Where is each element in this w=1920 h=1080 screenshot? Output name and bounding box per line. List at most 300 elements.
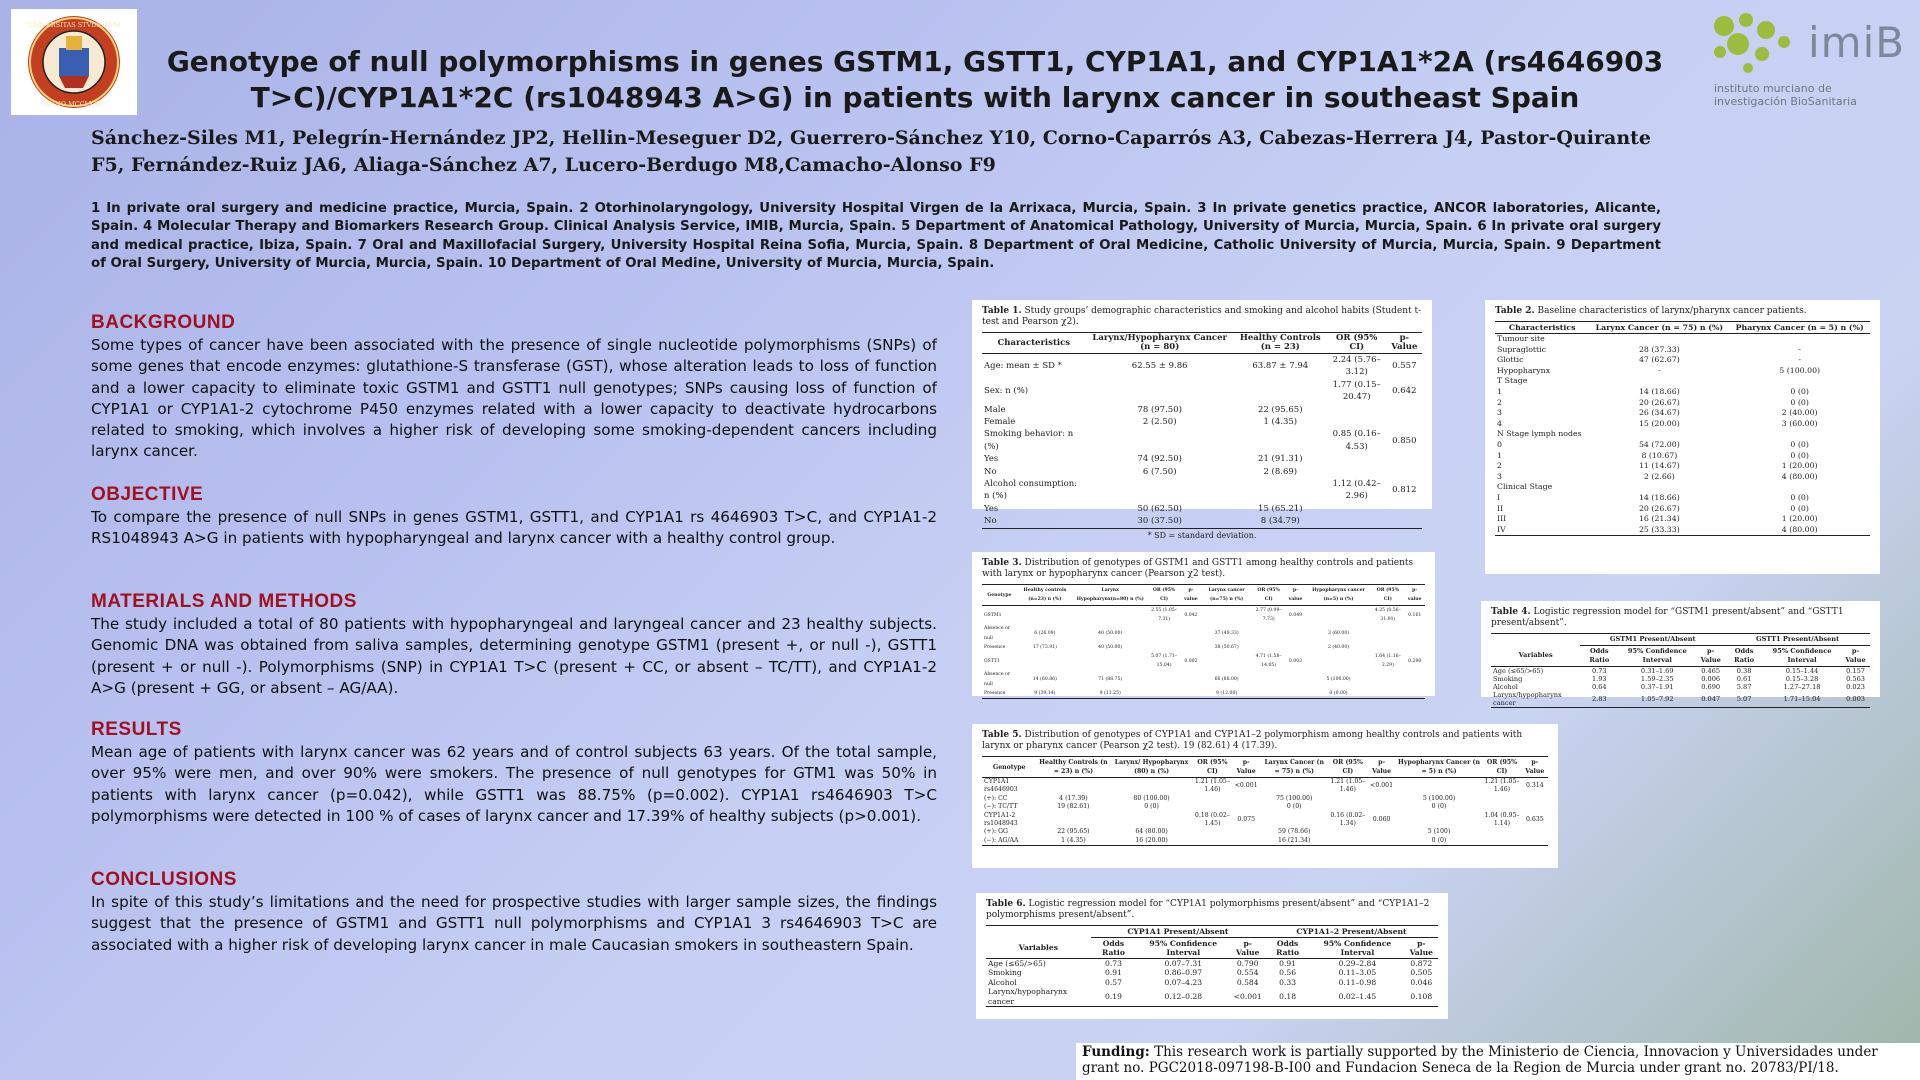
table-row [982, 643, 1425, 652]
table-cell: 54 (72.00) [1638, 439, 1680, 449]
table-row [982, 689, 1425, 699]
table-row [982, 453, 1422, 465]
table-cell: 2 (2.50) [1142, 417, 1177, 428]
table-group-header: GSTT1 Present/Absent [1725, 634, 1870, 646]
table-cell [1181, 624, 1201, 642]
table-cell: III [1497, 514, 1507, 524]
table-cell [1017, 652, 1073, 670]
table-cell: 0.07–4.23 [1164, 977, 1203, 987]
table-cell [1387, 515, 1422, 528]
table-cell [1285, 670, 1305, 688]
table-cell [1234, 379, 1327, 404]
table-row [1495, 461, 1870, 472]
table-cell: 0 (0) [1790, 492, 1809, 502]
table-header-cell: OR (95% CI) [1482, 757, 1521, 778]
table-cell [1148, 624, 1181, 642]
table-cell: Smoking [988, 968, 1022, 978]
table-cell: 0.64 [1591, 683, 1607, 691]
table-cell: 21 (91.31) [1258, 454, 1303, 465]
table-cell [1181, 643, 1201, 652]
table-cell: 5 (100.00) [1422, 794, 1456, 802]
table-cell: 0.07–7.31 [1164, 959, 1203, 968]
table-cell: 1.71–15.04 [1763, 691, 1841, 708]
table-header-cell: Characteristics [982, 333, 1086, 354]
table-cell: 1 [1497, 386, 1502, 396]
table-cell: 62.55 ± 9.86 [1131, 361, 1188, 372]
table-cell: 0 (0) [1790, 450, 1809, 460]
table-cell: 0.16 (0.02–1.34) [1330, 811, 1366, 828]
table-cell: 0.003 [1841, 691, 1870, 708]
table-caption [1491, 607, 1870, 629]
table-cell: 16 (20.00) [1110, 837, 1192, 846]
table-cell: 75 (100.00) [1276, 794, 1313, 802]
table-row [1495, 366, 1870, 377]
table-cell [1522, 828, 1548, 836]
table-cell: 1.12 (0.42–2.96) [1332, 479, 1381, 502]
table-cell [1073, 652, 1148, 670]
table-cell: 0.850 [1392, 435, 1417, 446]
table-cell: - [1798, 355, 1801, 365]
table-row [982, 416, 1422, 428]
table-cell: 0 [1497, 439, 1502, 449]
table-row [1495, 525, 1870, 536]
table-label: Table 2. [1495, 306, 1535, 316]
table-cell: 6 (26.09) [1034, 631, 1056, 636]
table-cell [1396, 778, 1483, 795]
table-cell: 0.02–1.45 [1310, 987, 1404, 1006]
table-cell [1036, 778, 1110, 795]
table-cell: Presence [984, 644, 1006, 650]
table-row [1495, 504, 1870, 515]
table-cell: 6 (7.50) [1142, 466, 1177, 477]
table-cell: 0.075 [1237, 815, 1256, 823]
table-cell: 0.060 [1372, 815, 1391, 823]
table-cell: Supraglottic [1497, 344, 1547, 354]
table-cell: 0.18 (0.02–1.45) [1194, 811, 1230, 828]
table-cell [1285, 643, 1305, 652]
author-list: Sánchez-Siles M1, Pelegrín-Hernández JP2, Hellin-Meseguer D2, Guerrero-Sánchez Y10, Corno-Caparrós A3, Cabezas-Herrera J4, Pastor-Quirante F5, Fernández-Ruiz JA6, Aliaga-Sánchez A7, Lucero-Berdugo M8,Camacho-Alonso F9 [91, 127, 1651, 176]
table-cell: 1.64 (1.16–2.29) [1374, 654, 1401, 669]
table-cell: II [1497, 503, 1504, 513]
table-header-cell: 95% Confidence Interval [1618, 646, 1696, 667]
table-header-cell: Genotype [982, 585, 1017, 606]
table-cell: 0.049 [1288, 612, 1303, 618]
table-cell [1368, 803, 1396, 811]
table-cell: 11 (14.67) [1638, 461, 1680, 471]
table-header-cell: OR (95% CI) [1371, 585, 1404, 606]
table-header-cell: OR (95% CI) [1252, 585, 1285, 606]
table-cell: 0.61 [1736, 675, 1752, 683]
table-caption-text: Study groups’ demographic characteristics and smoking and alcohol habits (Student t-test and Pearson χ2). [982, 306, 1422, 327]
table-header-cell: p-Value [1387, 333, 1422, 354]
table-cell: T Stage [1497, 376, 1528, 386]
table-5 [972, 724, 1558, 868]
table-cell: 0.314 [1525, 782, 1544, 790]
table-cell: 15 (65.21) [1258, 503, 1303, 514]
table-cell: 1.21 (1.05–1.46) [1194, 778, 1230, 794]
table-row [1495, 514, 1870, 525]
table-cell: 5.07 [1725, 691, 1763, 708]
table-header-cell: Healthy controls (n=23) n (%) [1017, 585, 1073, 606]
table-cell: 19 (82.61) [1057, 803, 1090, 811]
table-cell: 30 (37.50) [1086, 515, 1234, 528]
table-cell [1017, 606, 1073, 625]
table-row [1495, 440, 1870, 451]
table-header-cell: Larynx/ Hypopharynx (80) n (%) [1110, 757, 1192, 778]
table-row [982, 466, 1422, 478]
table-header-cell: Genotype [982, 757, 1036, 778]
table-cell: 4.71 (1.58–14.05) [1255, 654, 1282, 669]
table-cell: 0.91 [1279, 959, 1297, 968]
table-header-cell: 95% Confidence Interval [1136, 938, 1230, 959]
table-cell: Clinical Stage [1497, 482, 1553, 492]
section-heading: RESULTS [91, 719, 182, 740]
data-table [1495, 321, 1870, 536]
table-cell: 71 (88.75) [1098, 677, 1123, 683]
table-cell [1148, 670, 1181, 688]
table-cell [1086, 478, 1234, 503]
table-cell [1306, 606, 1372, 625]
table-cell [1387, 466, 1422, 478]
section-body: In spite of this study’s limitations and the need for prospective studies with larger sample sizes, the findings suggest that the presence of GSTM1 and GSTT1 null polymorphisms and CYP1A1 3 rs4646903 T>C are associated with a higher risk of developing larynx cancer in male Caucasian smokers in southeastern Spain. [91, 893, 937, 954]
table-caption-text: Logistic regression model for “GSTM1 present/absent” and “GSTT1 present/absent”. [1491, 607, 1844, 628]
table-cell: 5 (100.00) [1779, 365, 1821, 375]
table-cell [1371, 689, 1404, 699]
table-cell: 0 (0) [1790, 397, 1809, 407]
table-cell: 0.642 [1392, 386, 1417, 397]
table-header-cell: Odds Ratio [1091, 938, 1136, 959]
table-row [982, 354, 1422, 379]
funding-text: This research work is partially supported by the Ministerio de Ciencia, Innovacion y Universidades under grant no. PGC2018-097198-B-I00 and Fundacion Seneca de la Region de Murcia under grant no. 20783/PI/18. [1082, 1044, 1878, 1076]
table-cell [1148, 689, 1181, 699]
table-caption [982, 558, 1425, 580]
table-cell [1193, 837, 1232, 846]
table-row [982, 503, 1422, 515]
table-header-cell: Healthy Controls (n = 23) [1234, 333, 1327, 354]
table-cell: 1.05–7.92 [1618, 691, 1696, 708]
table-cell: 0.73 [1591, 667, 1607, 675]
svg-text:ANNO MCCLXXII: ANNO MCCLXXII [44, 100, 104, 108]
table-cell [1306, 652, 1372, 670]
table-cell: 3 [1497, 471, 1502, 481]
table-cell: Larynx/hypopharynx cancer [1491, 691, 1580, 708]
table-cell: 0 (0.00) [1306, 689, 1372, 699]
table-cell: Tumour site [1497, 334, 1545, 343]
table-cell: 2.83 [1580, 691, 1618, 708]
table-cell: 64 (80.00) [1135, 828, 1168, 836]
table-row [986, 959, 1438, 969]
table-cell [1404, 689, 1425, 699]
table-cell [1036, 812, 1110, 829]
table-cell: 1.77 (0.15–20.47) [1332, 379, 1381, 403]
table-cell: 2.55 (1.05–7.31) [1151, 608, 1178, 623]
table-row [986, 987, 1438, 1006]
funding-note [1076, 1043, 1920, 1080]
table-cell [1086, 379, 1234, 404]
table-cell: Sex: n (%) [984, 386, 1029, 397]
table-cell [1260, 778, 1328, 795]
table-row [1495, 493, 1870, 504]
table-cell: 40 (50.00) [1098, 631, 1123, 636]
table-cell [1201, 652, 1252, 670]
university-seal-icon [19, 12, 129, 112]
table-6 [976, 893, 1448, 1019]
table-header-cell: p-Value [1522, 757, 1548, 778]
table-cell: 74 (92.50) [1137, 454, 1182, 465]
table-label: Table 5. [982, 730, 1022, 740]
table-header-cell: Variables [1491, 646, 1580, 667]
table-cell: 0.157 [1846, 667, 1865, 675]
table-cell: 38 (50.67) [1214, 644, 1239, 650]
imib-dots-icon [1708, 8, 1808, 88]
table-cell: (−): AG/AA [982, 837, 1036, 846]
table-cell [1404, 643, 1425, 652]
table-label: Table 3. [982, 558, 1022, 568]
table-cell [1387, 416, 1422, 428]
table-cell [1234, 428, 1327, 453]
table-header-cell: Larynx/Hypopharynx Cancer (n = 80) [1086, 333, 1234, 354]
table-cell: Presence [982, 689, 1017, 699]
table-caption-text: Distribution of genotypes of CYP1A1 and CYP1A1–2 polymorphism among healthy controls and patients with larynx or pharynx cancer (Pearson χ2 test). 19 (82.61) 4 (17.39). [982, 730, 1523, 751]
table-row [982, 812, 1548, 829]
table-header-cell: p-value [1404, 585, 1425, 606]
table-cell: 0 (0) [1144, 803, 1159, 811]
table-cell [1328, 795, 1367, 803]
table-cell: 0.91 [1105, 968, 1122, 978]
table-cell: Female [984, 417, 1016, 428]
table-cell: 0.505 [1410, 968, 1433, 978]
table-header-cell: OR (95% CI) [1327, 333, 1387, 354]
table-header-cell: 95% Confidence Interval [1763, 646, 1841, 667]
table-label: Table 1. [982, 306, 1022, 316]
table-cell [1396, 812, 1483, 829]
table-row [982, 606, 1425, 625]
table-cell: 0.790 [1236, 959, 1259, 968]
table-header-cell: OR (95% CI) [1193, 757, 1232, 778]
table-header-cell: Characteristics [1495, 322, 1589, 334]
table-cell: <0.001 [1370, 782, 1394, 790]
table-cell: 15 (20.00) [1638, 418, 1680, 428]
table-row [982, 404, 1422, 416]
table-cell [1327, 416, 1387, 428]
table-header-cell: p-Value [1841, 646, 1870, 667]
table-cell: 14 (18.66) [1638, 492, 1680, 502]
table-cell [1729, 334, 1870, 345]
table-cell: No [982, 515, 1086, 528]
table-cell: 1.21 (1.05–1.46) [1484, 778, 1520, 794]
imib-sub-line2: investigación BioSanitaria [1714, 95, 1857, 108]
data-table [982, 584, 1425, 699]
table-header-cell: 95% Confidence Interval [1310, 938, 1404, 959]
poster-title: Genotype of null polymorphisms in genes GSTM1, GSTT1, CYP1A1, and CYP1A1*2A (rs4646903 T>C)/CYP1A1*2C (rs1048943 A>G) in patients with larynx cancer in southeast Spain [166, 45, 1664, 114]
table-cell: 0 (0) [1286, 803, 1302, 811]
table-caption [1495, 306, 1870, 317]
table-cell: 0.56 [1279, 968, 1297, 978]
table-cell: 59 (78.66) [1278, 828, 1311, 836]
table-row [1495, 376, 1870, 387]
section-heading: BACKGROUND [91, 312, 236, 333]
section-conclusions [91, 869, 937, 956]
table-cell: 0.85 (0.16–4.53) [1332, 429, 1381, 452]
data-table [1491, 633, 1870, 708]
affiliations: 1 In private oral surgery and medicine practice, Murcia, Spain. 2 Otorhinolaryngology, University Hospital Virgen de la Arrixaca, Murcia, Spain. 3 In private genetics practice, ANCOR laboratories, Alicante, Spain. 4 Molecular Therapy and Biomarkers Research Group. Clinical Analysis Service, IMIB, Murcia, Spain. 5 Department of Anatomical Pathology, University of Murcia, Murcia, Spain. 6 In private oral surgery and medical practice, Ibiza, Spain. 7 Oral and Maxillofacial Surgery, University Hospital Reina Sofia, Murcia, Spain. 8 Department of Oral Medicine, Catholic University of Murcia, Murcia, Spain. 9 Department of Oral Surgery, University of Murcia, Murcia, Spain. 10 Department of Oral Medine, University of Murcia, Murcia, Spain. [91, 201, 1661, 271]
university-logo [11, 9, 137, 115]
table-cell: 1.93 [1591, 675, 1607, 683]
table-cell: 37 (49.33) [1214, 631, 1239, 636]
table-cell: 2 (2.66) [1643, 471, 1675, 481]
table-cell: 0.047 [1696, 691, 1725, 708]
table-footnote: * SD = standard deviation. [1147, 530, 1257, 540]
table-cell [1181, 689, 1201, 699]
table-cell [1522, 837, 1548, 846]
table-cell: N Stage lymph nodes [1497, 429, 1582, 439]
table-cell [1232, 795, 1260, 803]
table-cell [1404, 670, 1425, 688]
table-cell: 0 (0) [1790, 386, 1809, 396]
table-caption [982, 306, 1422, 328]
table-cell: Yes [984, 503, 999, 514]
table-label: Table 6. [986, 899, 1026, 909]
table-cell: 16 (21.34) [1638, 514, 1680, 524]
table-cell: Male [984, 404, 1006, 415]
section-body: To compare the presence of null SNPs in genes GSTM1, GSTT1, and CYP1A1 rs 4646903 T>C, and CYP1A1-2 RS1048943 A>G in patients with hypopharyngeal and larynx cancer with a healthy control group. [91, 508, 937, 548]
table-cell: 0.11–3.05 [1338, 968, 1377, 978]
table-cell: 9 (39.14) [1017, 689, 1073, 699]
table-row [1495, 419, 1870, 430]
table-row [982, 837, 1548, 846]
table-row [982, 828, 1548, 836]
table-cell [1327, 466, 1387, 478]
table-cell: 0.290 [1408, 658, 1422, 664]
table-cell [1193, 795, 1232, 803]
table-cell [1371, 670, 1404, 688]
table-cell [1368, 837, 1396, 846]
table-cell: 2 [1497, 461, 1502, 471]
table-cell [1232, 828, 1260, 836]
table-cell [1234, 478, 1327, 503]
table-row [1495, 355, 1870, 366]
table-cell [1201, 606, 1252, 625]
table-row [982, 652, 1425, 670]
table-cell: - [1658, 365, 1661, 375]
table-cell [1368, 828, 1396, 836]
table-group-header: CYP1A1–2 Present/Absent [1265, 926, 1438, 938]
table-cell [1327, 404, 1387, 416]
table-cell: 0 (0) [1396, 837, 1483, 846]
table-cell: GSTM1 [984, 612, 1002, 618]
table-cell: 9 (12.00) [1201, 689, 1252, 699]
table-header-cell: Larynx Cancer (n = 75) n (%) [1589, 322, 1729, 334]
table-cell [1404, 624, 1425, 642]
table-cell: 2 (40.00) [1327, 644, 1350, 650]
section-heading: MATERIALS AND METHODS [91, 591, 357, 612]
table-row [1495, 451, 1870, 462]
table-cell [1252, 643, 1285, 652]
table-cell [1181, 670, 1201, 688]
table-cell [1482, 828, 1521, 836]
table-cell: (−): TC/TT [984, 803, 1018, 811]
table-cell: 0.003 [1288, 658, 1303, 664]
table-cell: - [1798, 344, 1801, 354]
table-cell: Glottic [1497, 355, 1524, 365]
table-cell: 8 (34.79) [1234, 515, 1327, 528]
table-cell: 2.77 (0.99–7.73) [1255, 608, 1282, 623]
table-cell: 5 (100) [1427, 828, 1451, 836]
table-cell: 5.87 [1736, 683, 1752, 691]
table-header-cell: Hypopharynx Cancer (n = 5) n (%) [1396, 757, 1483, 778]
table-header-cell: p-Value [1696, 646, 1725, 667]
table-caption-text: Distribution of genotypes of GSTM1 and GSTT1 among healthy controls and patients with larynx or hypopharynx cancer (Pearson χ2 test). [982, 558, 1414, 579]
table-header-cell: Larynx Cancer (n = 75) n (%) [1260, 757, 1328, 778]
table-cell [1589, 429, 1729, 440]
section-background [91, 312, 937, 463]
table-cell [1328, 837, 1367, 846]
table-row [1495, 387, 1870, 398]
table-cell: 0.12–0.28 [1136, 987, 1230, 1006]
table-row [1495, 408, 1870, 419]
table-cell [1285, 689, 1305, 699]
table-cell [1193, 828, 1232, 836]
table-cell: 17 (73.91) [1032, 644, 1057, 650]
table-cell: 14 (60.86) [1032, 677, 1057, 683]
table-cell [1729, 376, 1870, 387]
table-cell: 5.07 (1.71–15.04) [1151, 654, 1178, 669]
table-cell [1522, 795, 1548, 803]
table-header-cell: p-Value [1405, 938, 1438, 959]
funding-label: Funding: [1082, 1044, 1150, 1060]
table-cell: 0 (0) [1431, 803, 1447, 811]
table-cell [1285, 624, 1305, 642]
imib-sub-line1: instituto murciano de [1714, 82, 1832, 95]
table-cell: 1 (4.35) [1263, 417, 1298, 428]
table-cell: 1.21 (1.05–1.46) [1330, 778, 1366, 794]
table-cell: 0.108 [1405, 987, 1438, 1006]
table-cell: 3 (60.00) [1781, 418, 1818, 428]
table-cell: 0.86–0.97 [1164, 968, 1203, 978]
table-cell [1252, 670, 1285, 688]
table-row [1491, 691, 1870, 708]
table-cell: Age: mean ± SD * [984, 361, 1062, 372]
table-4 [1481, 601, 1880, 707]
table-cell: 0.31–1.69 [1640, 667, 1674, 675]
table-cell [1589, 334, 1729, 345]
table-cell: 16 (21.34) [1260, 837, 1328, 846]
table-cell: 47 (62.67) [1638, 355, 1680, 365]
table-row [1495, 482, 1870, 493]
table-cell: 0.042 [1184, 612, 1198, 618]
table-header-cell [986, 926, 1091, 938]
table-cell [1232, 837, 1260, 846]
table-cell: Alcohol consumption: n (%) [984, 479, 1078, 502]
section-methods [91, 591, 937, 699]
table-cell: 1 (4.35) [1036, 837, 1110, 846]
table-cell: 0 (0) [1790, 503, 1809, 513]
table-cell: 0.563 [1846, 675, 1865, 683]
table-cell: 0.554 [1236, 968, 1259, 978]
table-cell: 0.872 [1410, 959, 1433, 968]
table-header-cell: Pharynx Cancer (n = 5) n (%) [1729, 322, 1870, 334]
table-header-cell: Odds Ratio [1725, 646, 1763, 667]
table-cell: 0.11–0.98 [1338, 977, 1377, 987]
table-cell: 3 (60.00) [1327, 631, 1350, 636]
table-cell: 0.584 [1236, 977, 1259, 987]
table-cell: 0.557 [1392, 361, 1417, 372]
table-header-cell [1491, 634, 1580, 646]
section-heading: CONCLUSIONS [91, 869, 237, 890]
table-cell [1482, 803, 1521, 811]
table-header-cell: Healthy Controls (n = 23) n (%) [1036, 757, 1110, 778]
table-cell: 78 (97.50) [1137, 404, 1182, 415]
